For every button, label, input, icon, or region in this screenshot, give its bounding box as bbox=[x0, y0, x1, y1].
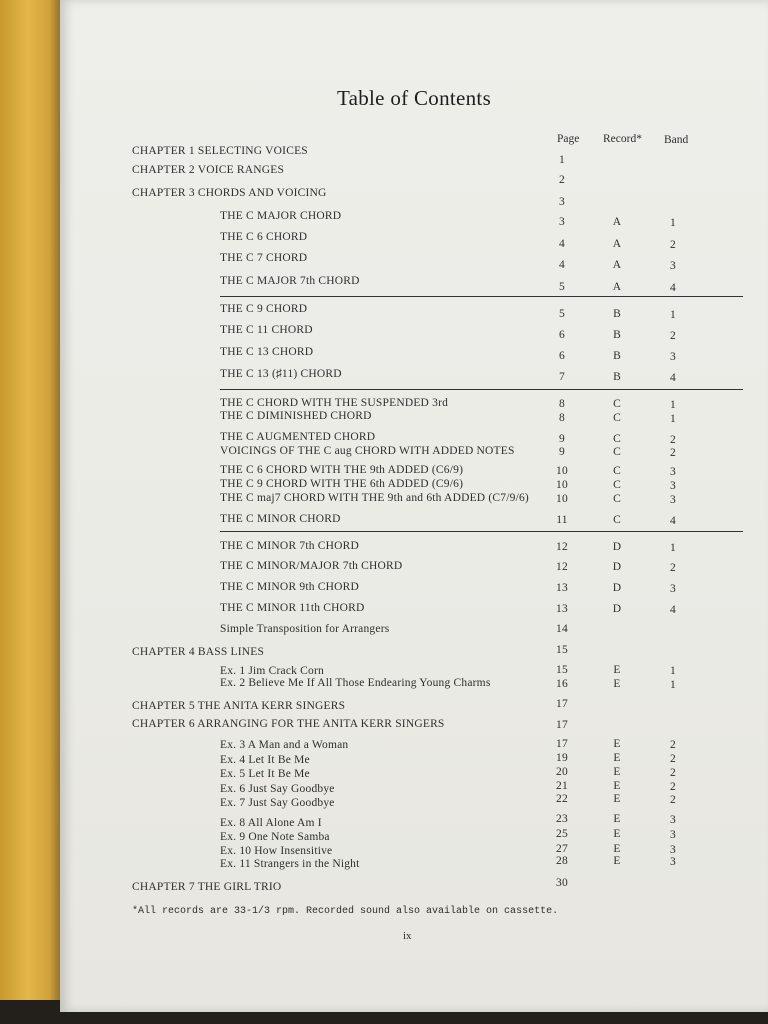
toc-entry-title: Ex. 11 Strangers in the Night bbox=[220, 858, 360, 870]
toc-entry-title: THE C 9 CHORD WITH THE 6th ADDED (C9/6) bbox=[220, 478, 464, 490]
record-cell: E bbox=[613, 828, 621, 840]
page-number-cell: 12 bbox=[556, 561, 568, 573]
record-cell: D bbox=[612, 603, 622, 615]
page-column-header: Page bbox=[557, 133, 580, 145]
band-cell: 2 bbox=[670, 434, 676, 446]
page-number-cell: 15 bbox=[556, 644, 568, 656]
page-number-cell: 3 bbox=[559, 216, 565, 228]
page-number-cell: 16 bbox=[556, 678, 568, 690]
record-cell: E bbox=[613, 752, 621, 764]
chapter-title: CHAPTER 7 THE GIRL TRIO bbox=[132, 881, 282, 893]
page-number-cell: 12 bbox=[556, 541, 568, 553]
toc-entry-title: THE C 9 CHORD bbox=[220, 303, 308, 315]
toc-entry-title: Ex. 1 Jim Crack Corn bbox=[220, 665, 324, 677]
record-cell: C bbox=[613, 479, 621, 491]
band-cell: 4 bbox=[670, 372, 676, 384]
record-cell: E bbox=[613, 766, 621, 778]
record-cell: A bbox=[612, 281, 622, 293]
record-cell: C bbox=[613, 446, 621, 458]
toc-entry-title: THE C MINOR/MAJOR 7th CHORD bbox=[220, 560, 403, 572]
chapter-title: CHAPTER 5 THE ANITA KERR SINGERS bbox=[132, 700, 346, 712]
page-number-cell: 7 bbox=[559, 371, 565, 383]
toc-entry-title: THE C MINOR 7th CHORD bbox=[220, 540, 360, 552]
band-cell: 3 bbox=[670, 814, 676, 826]
toc-entry-title: Ex. 4 Let It Be Me bbox=[220, 754, 310, 766]
record-cell: B bbox=[613, 371, 621, 383]
page-number-cell: 5 bbox=[559, 308, 565, 320]
record-cell: D bbox=[612, 582, 622, 594]
band-cell: 2 bbox=[670, 739, 676, 751]
section-divider bbox=[220, 531, 743, 532]
page-number-cell: 23 bbox=[556, 813, 568, 825]
record-cell: C bbox=[613, 412, 621, 424]
page-number-cell: 14 bbox=[556, 623, 568, 635]
record-cell: A bbox=[612, 259, 622, 271]
page-number-cell: 21 bbox=[556, 780, 568, 792]
page-title: Table of Contents bbox=[336, 86, 492, 110]
record-cell: B bbox=[613, 329, 621, 341]
record-column-header: Record* bbox=[603, 133, 642, 145]
band-cell: 3 bbox=[670, 844, 676, 856]
band-cell: 3 bbox=[670, 856, 676, 868]
toc-entry-title: THE C MINOR 11th CHORD bbox=[220, 602, 365, 614]
band-cell: 1 bbox=[670, 413, 676, 425]
record-cell: C bbox=[613, 514, 621, 526]
toc-entry-title: THE C MINOR CHORD bbox=[220, 513, 341, 525]
band-cell: 3 bbox=[670, 260, 676, 272]
chapter-title: CHAPTER 3 CHORDS AND VOICING bbox=[132, 187, 327, 199]
toc-entry-title: THE C AUGMENTED CHORD bbox=[220, 431, 376, 443]
toc-entry-title: THE C 13 (♯11) CHORD bbox=[220, 368, 342, 380]
record-cell: E bbox=[613, 843, 621, 855]
toc-entry-title: THE C MINOR 9th CHORD bbox=[220, 581, 360, 593]
toc-entry-title: Ex. 2 Believe Me If All Those Endearing Young Charms bbox=[220, 677, 491, 689]
band-cell: 3 bbox=[670, 583, 676, 595]
toc-entry-title: THE C maj7 CHORD WITH THE 9th and 6th ADDED (C7/9/6) bbox=[220, 492, 529, 504]
page-number-cell: 10 bbox=[556, 465, 568, 477]
record-cell: E bbox=[613, 793, 621, 805]
toc-entry-title: Ex. 5 Let It Be Me bbox=[220, 768, 310, 780]
record-cell: E bbox=[613, 678, 621, 690]
band-cell: 2 bbox=[670, 562, 676, 574]
band-column-header: Band bbox=[664, 134, 689, 146]
page-number-cell: 9 bbox=[559, 433, 565, 445]
toc-entry-title: Ex. 6 Just Say Goodbye bbox=[220, 783, 335, 795]
band-cell: 3 bbox=[670, 829, 676, 841]
record-cell: E bbox=[613, 664, 621, 676]
page-number-cell: 8 bbox=[559, 412, 565, 424]
page-number-cell: 17 bbox=[556, 719, 568, 731]
section-divider bbox=[220, 296, 743, 297]
toc-entry-title: Ex. 3 A Man and a Woman bbox=[220, 739, 349, 751]
chapter-title: CHAPTER 1 SELECTING VOICES bbox=[132, 145, 308, 157]
record-cell: B bbox=[613, 350, 621, 362]
toc-entry-title: THE C 6 CHORD bbox=[220, 231, 308, 243]
page-number-cell: 2 bbox=[559, 174, 565, 186]
record-cell: A bbox=[612, 238, 622, 250]
toc-entry-title: Ex. 9 One Note Samba bbox=[220, 831, 330, 843]
record-cell: E bbox=[613, 780, 621, 792]
chapter-title: CHAPTER 4 BASS LINES bbox=[132, 646, 265, 658]
toc-entry-title: Ex. 10 How Insensitive bbox=[220, 845, 333, 857]
page-number-cell: 22 bbox=[556, 793, 568, 805]
page-number-cell: 6 bbox=[559, 350, 565, 362]
page-number-cell: 5 bbox=[559, 281, 565, 293]
record-cell: C bbox=[613, 465, 621, 477]
chapter-title: CHAPTER 2 VOICE RANGES bbox=[132, 164, 285, 176]
toc-entry-title: THE C 7 CHORD bbox=[220, 252, 308, 264]
band-cell: 3 bbox=[670, 466, 676, 478]
toc-entry-title: THE C MAJOR 7th CHORD bbox=[220, 275, 360, 287]
band-cell: 4 bbox=[670, 604, 676, 616]
page-number-cell: 3 bbox=[559, 196, 565, 208]
page-number-cell: 11 bbox=[556, 514, 568, 526]
toc-entry-title: THE C 6 CHORD WITH THE 9th ADDED (C6/9) bbox=[220, 464, 464, 476]
record-cell: E bbox=[613, 738, 621, 750]
toc-entry-title: THE C 11 CHORD bbox=[220, 324, 313, 336]
page-number-cell: 9 bbox=[559, 446, 565, 458]
page-number: ix bbox=[403, 930, 412, 942]
band-cell: 2 bbox=[670, 330, 676, 342]
book-page bbox=[60, 0, 768, 1012]
section-divider bbox=[220, 389, 743, 390]
band-cell: 3 bbox=[670, 351, 676, 363]
band-cell: 3 bbox=[670, 480, 676, 492]
band-cell: 1 bbox=[670, 399, 676, 411]
band-cell: 2 bbox=[670, 794, 676, 806]
page-number-cell: 19 bbox=[556, 752, 568, 764]
band-cell: 4 bbox=[670, 515, 676, 527]
record-cell: C bbox=[613, 398, 621, 410]
band-cell: 2 bbox=[670, 447, 676, 459]
page-number-cell: 28 bbox=[556, 855, 568, 867]
page-number-cell: 17 bbox=[556, 738, 568, 750]
page-number-cell: 13 bbox=[556, 582, 568, 594]
page-number-cell: 8 bbox=[559, 398, 565, 410]
page-number-cell: 15 bbox=[556, 664, 568, 676]
page-number-cell: 6 bbox=[559, 329, 565, 341]
band-cell: 3 bbox=[670, 494, 676, 506]
page-number-cell: 25 bbox=[556, 828, 568, 840]
toc-entry-title: Ex. 7 Just Say Goodbye bbox=[220, 797, 335, 809]
record-cell: A bbox=[612, 216, 622, 228]
record-cell: C bbox=[613, 493, 621, 505]
band-cell: 2 bbox=[670, 767, 676, 779]
band-cell: 1 bbox=[670, 542, 676, 554]
page-number-cell: 4 bbox=[559, 238, 565, 250]
toc-entry-title: THE C MAJOR CHORD bbox=[220, 210, 342, 222]
band-cell: 1 bbox=[670, 217, 676, 229]
record-cell: D bbox=[612, 541, 622, 553]
band-cell: 2 bbox=[670, 753, 676, 765]
band-cell: 2 bbox=[670, 239, 676, 251]
page-number-cell: 1 bbox=[559, 154, 565, 166]
footnote: *All records are 33-1/3 rpm. Recorded sound also available on cassette. bbox=[132, 906, 559, 917]
toc-entry-title: THE C 13 CHORD bbox=[220, 346, 314, 358]
chapter-title: CHAPTER 6 ARRANGING FOR THE ANITA KERR SINGERS bbox=[132, 718, 445, 730]
toc-entry-title: THE C DIMINISHED CHORD bbox=[220, 410, 372, 422]
page-number-cell: 30 bbox=[556, 877, 568, 889]
page-number-cell: 10 bbox=[556, 493, 568, 505]
record-cell: D bbox=[612, 561, 622, 573]
band-cell: 1 bbox=[670, 679, 676, 691]
record-cell: C bbox=[613, 433, 621, 445]
book-spine bbox=[0, 0, 62, 1024]
page-number-cell: 27 bbox=[556, 843, 568, 855]
band-cell: 2 bbox=[670, 781, 676, 793]
toc-entry-title: Ex. 8 All Alone Am I bbox=[220, 817, 322, 829]
page-number-cell: 4 bbox=[559, 259, 565, 271]
record-cell: B bbox=[613, 308, 621, 320]
record-cell: E bbox=[613, 855, 621, 867]
toc-entry-title: VOICINGS OF THE C aug CHORD WITH ADDED NOTES bbox=[220, 445, 515, 457]
page-number-cell: 17 bbox=[556, 698, 568, 710]
toc-entry-title: Simple Transposition for Arrangers bbox=[220, 623, 390, 635]
record-cell: E bbox=[613, 813, 621, 825]
page-number-cell: 10 bbox=[556, 479, 568, 491]
band-cell: 1 bbox=[670, 309, 676, 321]
page-number-cell: 13 bbox=[556, 603, 568, 615]
band-cell: 1 bbox=[670, 665, 676, 677]
toc-entry-title: THE C CHORD WITH THE SUSPENDED 3rd bbox=[220, 397, 449, 409]
page-number-cell: 20 bbox=[556, 766, 568, 778]
band-cell: 4 bbox=[670, 282, 676, 294]
